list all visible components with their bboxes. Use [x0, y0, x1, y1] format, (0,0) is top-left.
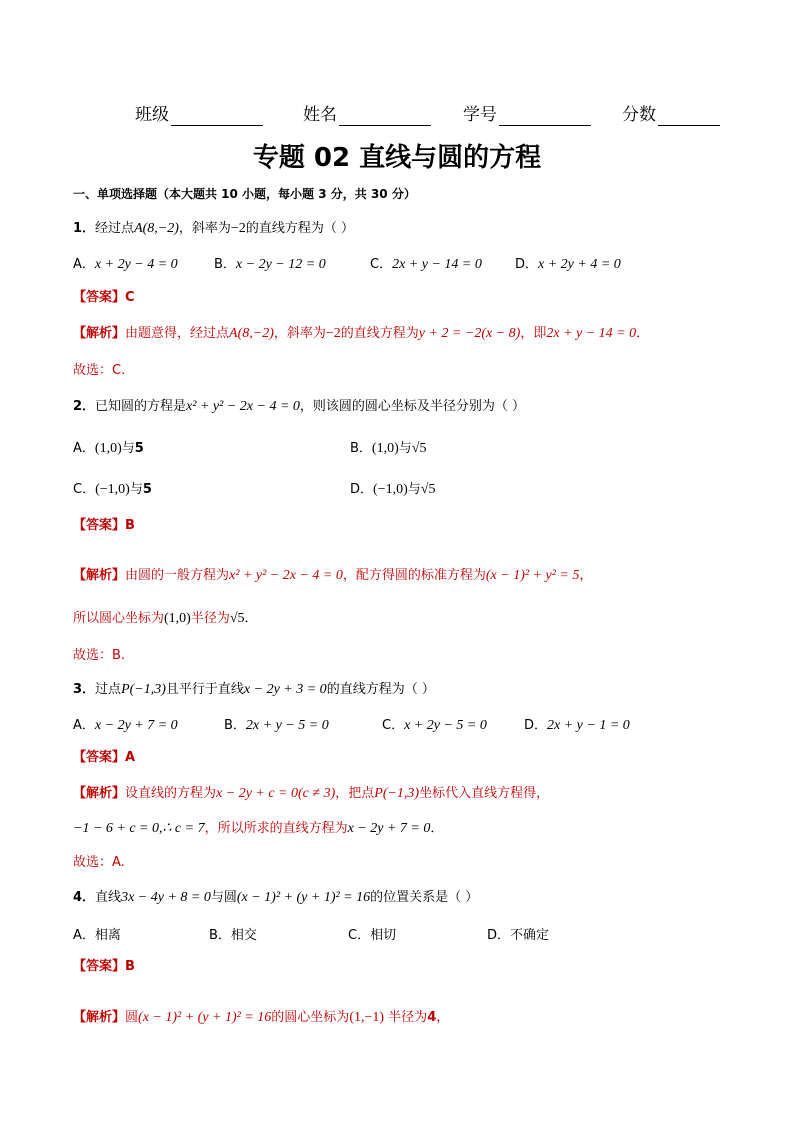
option-radius: 5: [142, 482, 152, 497]
q3-text-post: 的直线方程为（ ）: [326, 682, 435, 697]
q3-analysis-cont: [73, 820, 443, 838]
analysis-text: ，斜率为: [273, 326, 326, 341]
answer-tag: 【答案】: [73, 290, 126, 305]
option-expr: x − 2y − 12 = 0: [235, 257, 326, 272]
analysis-text: 由圆的一般方程为: [125, 568, 230, 583]
q3-number: 3．: [73, 682, 96, 697]
student-id-blank: [499, 107, 591, 126]
analysis-math: (x − 1)² + (y + 1)² = 16: [138, 1010, 272, 1025]
analysis-math: x − 2y + c = 0(c ≠ 3): [216, 786, 336, 801]
q2-option-b: [350, 440, 426, 458]
option-label: A．: [73, 928, 95, 943]
option-text: 相切: [370, 928, 397, 943]
analysis-tag: 【解析】: [73, 568, 126, 583]
q1-analysis: [73, 325, 649, 343]
answer-tag: 【答案】: [73, 750, 126, 765]
q4-analysis: [73, 1009, 449, 1027]
q4-text-pre: 直线: [95, 890, 122, 905]
q2-text-pre: 已知圆的方程是: [95, 399, 187, 414]
q3-option-a: [73, 717, 178, 735]
option-sep: 与: [407, 482, 421, 497]
analysis-text: ，: [579, 568, 593, 583]
q3-choose: 故选：A.: [73, 855, 125, 870]
option-text: 不确定: [510, 928, 550, 943]
option-label: D．: [487, 928, 511, 943]
answer-tag: 【答案】: [73, 959, 126, 974]
option-expr: x + 2y − 5 = 0: [404, 718, 487, 733]
analysis-text: 的直线方程为: [340, 326, 419, 341]
q3-option-c: [382, 717, 487, 735]
analysis-text: ．: [636, 326, 650, 341]
option-label: C．: [73, 482, 96, 497]
q1-point: A(8,−2): [134, 221, 179, 236]
analysis-math: x − 2y + 7 = 0: [347, 821, 431, 836]
q1-slope: −2: [230, 221, 246, 236]
q3-option-b: [224, 717, 329, 735]
analysis-math: P(−1,3): [374, 786, 420, 801]
q3-point: P(−1,3): [121, 682, 166, 697]
option-point: (−1,0): [373, 482, 408, 497]
option-sep: 与: [398, 441, 412, 456]
option-label: B．: [214, 257, 236, 272]
student-id-field: [463, 104, 591, 126]
q4-text-post: 的位置关系是（ ）: [370, 890, 479, 905]
q3-answer: [73, 749, 135, 767]
option-label: D．: [524, 718, 548, 733]
q3-line: x − 2y + 3 = 0: [243, 682, 327, 697]
analysis-math: y + 2 = −2(x − 8): [418, 326, 521, 341]
q1-option-a: [73, 256, 178, 274]
q2-analysis: [73, 567, 592, 585]
section-heading: 一、单项选择题（本大题共 10 小题，每小题 3 分，共 30 分）: [73, 187, 416, 201]
option-point: (1,0): [94, 441, 122, 456]
class-field: [135, 104, 263, 126]
q4-option-a: [73, 927, 121, 945]
q4-option-d: [487, 927, 549, 945]
option-sep: 与: [129, 482, 143, 497]
q3-option-d: [524, 717, 630, 735]
option-label: A．: [73, 441, 95, 456]
q3-text-mid: 且平行于直线: [165, 682, 244, 697]
analysis-math: A(8,−2): [229, 326, 274, 341]
option-text: 相离: [94, 928, 121, 943]
analysis-text: 的圆心坐标为: [271, 1010, 350, 1025]
q1-option-d: [515, 256, 621, 274]
q2-choose: 故选：B.: [73, 648, 126, 663]
analysis-text: 坐标代入直线方程得，: [419, 786, 550, 801]
option-expr: x + 2y − 4 = 0: [94, 257, 178, 272]
option-radius: 5: [134, 441, 144, 456]
q4-answer: [73, 958, 135, 976]
option-expr: 2x + y − 5 = 0: [245, 718, 329, 733]
analysis-tag: 【解析】: [73, 1010, 126, 1025]
option-label: D．: [350, 482, 374, 497]
option-expr: 2x + y − 14 = 0: [392, 257, 482, 272]
option-label: C．: [370, 257, 393, 272]
option-label: D．: [515, 257, 539, 272]
q1-number: 1．: [73, 221, 96, 236]
q1-answer: [73, 289, 135, 307]
q2-equation: x² + y² − 2x − 4 = 0: [186, 399, 300, 414]
option-expr: x − 2y + 7 = 0: [94, 718, 178, 733]
q3-analysis: [73, 785, 549, 803]
option-radius: √5: [411, 441, 427, 456]
score-blank: [658, 107, 720, 126]
analysis-text: ．: [430, 821, 444, 836]
analysis-tag: 【解析】: [73, 326, 126, 341]
class-label: 班级: [135, 105, 169, 125]
option-text: 相交: [230, 928, 257, 943]
option-label: B．: [350, 441, 372, 456]
q4-number: 4．: [73, 890, 96, 905]
analysis-text: ，配方得圆的标准方程为: [342, 568, 486, 583]
analysis-text: ，所以所求的直线方程为: [204, 821, 348, 836]
q1-choose: 故选：C.: [73, 363, 126, 378]
analysis-math: √5: [229, 611, 245, 626]
q2-number: 2．: [73, 399, 96, 414]
q2-option-d: [350, 481, 435, 499]
q1-text-mid: ，斜率为: [178, 221, 231, 236]
q1-text-post: 的直线方程为（ ）: [245, 221, 354, 236]
score-field: [622, 104, 720, 126]
q2-analysis-cont: [73, 610, 258, 628]
option-label: A．: [73, 257, 95, 272]
question-1: [73, 220, 354, 238]
analysis-text: 所以圆心坐标为: [73, 611, 165, 626]
option-point: (1,0): [371, 441, 399, 456]
option-label: B．: [224, 718, 246, 733]
analysis-radius: 4: [427, 1010, 437, 1025]
analysis-tag: 【解析】: [73, 786, 126, 801]
q4-option-c: [348, 927, 396, 945]
q1-option-c: [370, 256, 482, 274]
class-blank: [171, 107, 263, 126]
answer-value: B: [125, 518, 135, 533]
q4-text-mid: 与圆: [210, 890, 237, 905]
option-label: C．: [382, 718, 405, 733]
analysis-text: ，: [436, 1010, 450, 1025]
analysis-text: ，把点: [335, 786, 375, 801]
option-sep: 与: [121, 441, 135, 456]
analysis-math: (x − 1)² + y² = 5: [485, 568, 580, 583]
analysis-text: 半径为: [190, 611, 230, 626]
q3-text-pre: 过点: [95, 682, 122, 697]
name-label: 姓名: [303, 105, 337, 125]
name-blank: [339, 107, 431, 126]
analysis-math: x² + y² − 2x − 4 = 0: [229, 568, 343, 583]
analysis-text: ．: [244, 611, 258, 626]
analysis-math: (1,0): [164, 611, 191, 626]
q4-circle: (x − 1)² + (y + 1)² = 16: [236, 890, 371, 905]
answer-value: A: [125, 750, 136, 765]
option-label: C．: [348, 928, 371, 943]
q1-option-b: [214, 256, 326, 274]
q4-option-b: [209, 927, 257, 945]
analysis-math: −2: [325, 326, 341, 341]
analysis-math: (1,−1): [349, 1010, 385, 1025]
analysis-text: 半径为: [384, 1010, 428, 1025]
answer-tag: 【答案】: [73, 518, 126, 533]
answer-value: B: [125, 959, 135, 974]
page-title: 专题 02 直线与圆的方程: [252, 143, 542, 173]
option-expr: 2x + y − 1 = 0: [547, 718, 630, 733]
option-radius: √5: [420, 482, 436, 497]
analysis-text: 由题意得，经过点: [125, 326, 230, 341]
name-field: [303, 104, 431, 126]
option-label: A．: [73, 718, 95, 733]
score-label: 分数: [622, 105, 656, 125]
option-expr: x + 2y + 4 = 0: [538, 257, 621, 272]
analysis-text: ，即: [520, 326, 547, 341]
q2-option-c: [73, 481, 152, 499]
analysis-math: 2x + y − 14 = 0: [546, 326, 637, 341]
q1-text-pre: 经过点: [95, 221, 135, 236]
question-2: [73, 398, 525, 416]
analysis-text: 设直线的方程为: [125, 786, 217, 801]
analysis-math: −1 − 6 + c = 0,∴ c = 7: [73, 821, 205, 836]
q4-line: 3x − 4y + 8 = 0: [121, 890, 211, 905]
question-4: [73, 889, 478, 907]
q2-option-a: [73, 440, 144, 458]
analysis-text: 圆: [125, 1010, 139, 1025]
student-id-label: 学号: [463, 105, 497, 125]
option-label: B．: [209, 928, 231, 943]
question-3: [73, 681, 435, 699]
answer-value: C: [125, 290, 135, 305]
q2-answer: [73, 517, 135, 535]
option-point: (−1,0): [95, 482, 130, 497]
q2-text-post: ，则该圆的圆心坐标及半径分别为（ ）: [299, 399, 526, 414]
